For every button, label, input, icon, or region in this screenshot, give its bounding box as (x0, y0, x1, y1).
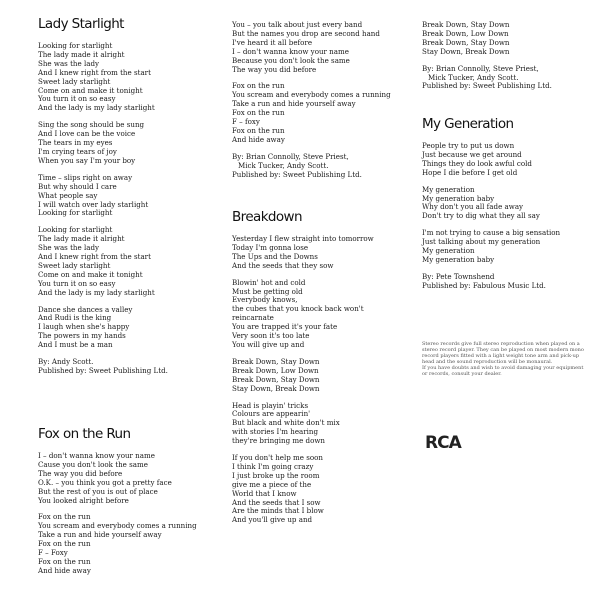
credits (422, 273, 592, 291)
lyric-line: Today I'm gonna lose (232, 242, 309, 252)
lyric-line: I – don't wanna know your name (232, 46, 349, 56)
credit-line: Mick Tucker, Andy Scott. (238, 160, 329, 170)
lyric-line: And the lady is my lady starlight (38, 287, 155, 297)
lyric-line: And I love can be the voice (38, 129, 136, 139)
lyric-line: You turn it on so easy (38, 278, 116, 288)
stanza (232, 402, 407, 447)
lyric-line: they're bringing me down (232, 436, 325, 446)
credits (422, 65, 592, 92)
lyric-line: And the lady is my lady starlight (38, 103, 155, 113)
lyric-line: The lady made it alright (38, 234, 125, 244)
credits (38, 358, 208, 376)
stanza (232, 235, 407, 271)
stanza (232, 21, 407, 74)
lyric-line: And I knew right from the start (38, 67, 151, 77)
lyric-line: Head is playin' tricks (232, 400, 309, 410)
lyric-line: Break Down, Stay Down (422, 37, 510, 47)
lyric-line: You are trapped it's your fate (232, 322, 338, 332)
stanza (38, 42, 208, 113)
stereo-note-line: If you have doubts and wish to avoid damaging your equipment (422, 365, 584, 371)
lyric-line: I laugh when she's happy (38, 322, 130, 332)
lyric-line: reincarnate (232, 313, 274, 323)
stereo-note-line: or records, consult your dealer. (422, 371, 502, 377)
lyric-line: Don't try to dig what they all say (422, 211, 540, 221)
lyric-line: Stay Down, Break Down (422, 46, 510, 56)
lyric-line: F – Foxy (38, 548, 68, 558)
lyric-line: I just broke up the room (232, 470, 320, 480)
lyric-line: You scream and everybody comes a running (232, 90, 391, 100)
stanza (38, 121, 208, 166)
lyric-line: World that I know (232, 488, 297, 498)
stanza (38, 226, 208, 297)
stanza (422, 142, 592, 178)
lyric-line: give me a piece of the (232, 479, 312, 489)
lyric-line: Fox on the run (38, 539, 91, 549)
lyric-line: Yesterday I flew straight into tomorrow (232, 234, 374, 243)
lyric-line: But the rest of you is out of place (38, 486, 158, 496)
lyric-line: The way you did before (38, 468, 123, 478)
lyric-line: And hide away (232, 134, 285, 144)
lyric-line: Break Down, Stay Down (232, 374, 320, 384)
lyric-line: Break Down, Low Down (232, 365, 319, 375)
lyric-line: Looking for starlight (38, 208, 113, 218)
stanza (232, 279, 407, 350)
lyric-line: Things they do look awful cold (422, 158, 532, 168)
stereo-note-line: head and the sound reproduction will be monaural. (422, 359, 553, 365)
stanza (232, 82, 407, 144)
lyric-line: The Ups and the Downs (232, 251, 318, 261)
lyric-line: Stay Down, Break Down (232, 383, 320, 393)
lyric-line: And I knew right from the start (38, 252, 151, 262)
song-title: Breakdown (232, 209, 302, 225)
lyric-line: The way you did before (232, 64, 317, 74)
lyric-line: Sing the song should be sung (38, 120, 145, 130)
lyric-line: The tears in my eyes (38, 138, 113, 148)
lyric-line: But why should I care (38, 181, 117, 191)
lyric-line: Come on and make it tonight (38, 269, 143, 279)
credit-line: By: Brian Connolly, Steve Priest, (422, 63, 539, 73)
lyric-line: Colours are appearin' (232, 409, 311, 419)
lyric-line: Fox on the run (232, 108, 285, 118)
lyric-line: And I must be a man (38, 340, 113, 350)
lyric-line: the cubes that you knock back won't (232, 304, 364, 314)
credit-line: By: Brian Connolly, Steve Priest, (232, 151, 349, 161)
song-fox-on-the-run (38, 426, 208, 576)
lyric-line: Fox on the run (38, 556, 91, 566)
lyric-line: I'm crying tears of joy (38, 146, 117, 156)
lyric-line: Must be getting old (232, 286, 303, 296)
credit-line: Published by: Sweet Publishing Ltd. (232, 169, 362, 179)
lyric-line: Are the minds that I blow (232, 506, 324, 516)
lyric-line: Why don't you all fade away (422, 202, 524, 212)
song-my-generation (422, 116, 592, 291)
stanza (38, 174, 208, 219)
lyric-line: Because you don't look the same (232, 55, 350, 65)
credit-line: Published by: Sweet Publishing Ltd. (38, 366, 168, 375)
song-title: Lady Starlight (38, 16, 124, 32)
stereo-note-line: record players fitted with a light weight tone arm and pick-up (422, 353, 580, 359)
lyric-line: The lady made it alright (38, 49, 125, 59)
stanza (422, 21, 592, 57)
lyric-line: Time – slips right on away (38, 172, 133, 182)
lyric-line: Sweet lady starlight (38, 76, 111, 86)
lyric-line: Just talking about my generation (422, 237, 541, 247)
stereo-note-line: Stereo records give full stereo reproduction when played on a (422, 341, 580, 347)
lyric-line: And Rudi is the king (38, 313, 112, 323)
lyric-line: I – don't wanna know your name (38, 451, 155, 460)
lyric-line: Looking for starlight (38, 41, 113, 50)
lyric-line: Just because we get around (422, 149, 522, 159)
stereo-note-line: stereo record player. They can be played on most modern mono (422, 347, 584, 353)
lyric-line: My generation baby (422, 254, 495, 264)
lyric-line: When you say I'm your boy (38, 155, 136, 165)
lyric-line: I'm not trying to cause a big sensation (422, 228, 561, 238)
song-breakdown (232, 209, 407, 525)
lyric-line: Very soon it's too late (232, 331, 310, 341)
lyric-line: She was the lady (38, 58, 99, 68)
stanza (422, 186, 592, 222)
stanza (232, 358, 407, 394)
lyric-line: Fox on the run (232, 81, 285, 91)
rca-logo: RCA (425, 433, 461, 453)
lyric-line: Break Down, Stay Down (422, 20, 510, 29)
lyric-line: But black and white don't mix (232, 418, 340, 428)
lyric-line: My generation baby (422, 193, 495, 203)
credit-line: Mick Tucker, Andy Scott. (428, 72, 519, 82)
lyric-line: And the seeds that I sow (232, 497, 321, 507)
lyric-line: She was the lady (38, 243, 99, 253)
lyric-line: My generation (422, 184, 475, 194)
stanza (38, 513, 208, 575)
lyric-line: And the seeds that they sow (232, 260, 334, 270)
lyric-line: You looked alright before (38, 495, 129, 505)
stanza (232, 454, 407, 525)
lyric-line: F – foxy (232, 117, 260, 127)
lyric-line: You turn it on so easy (38, 94, 116, 104)
lyric-line: What people say (38, 190, 98, 200)
lyric-line: And hide away (38, 565, 91, 575)
lyric-line: You scream and everybody comes a running (38, 521, 197, 531)
lyric-line: O.K. – you think you got a pretty face (38, 477, 172, 487)
credit-line: By: Pete Townshend (422, 271, 495, 281)
song-title: My Generation (422, 116, 514, 132)
lyric-line: And you'll give up and (232, 515, 313, 525)
lyric-line: My generation (422, 246, 475, 256)
song-breakdown-continued (422, 21, 592, 91)
song-title: Fox on the Run (38, 426, 131, 442)
song-lady-starlight (38, 16, 208, 376)
lyric-line: Blowin' hot and cold (232, 277, 306, 287)
lyric-line: People try to put us down (422, 141, 515, 150)
credit-line: Published by: Sweet Publishing Ltd. (422, 81, 552, 91)
credits (232, 153, 407, 180)
lyric-line: Looking for starlight (38, 225, 113, 235)
credit-line: By: Andy Scott. (38, 357, 94, 367)
stereo-note (422, 341, 592, 377)
lyric-line: Take a run and hide yourself away (232, 99, 356, 109)
lyric-line: Hope I die before I get old (422, 167, 518, 177)
stanza (38, 452, 208, 505)
lyric-line: Dance she dances a valley (38, 304, 133, 314)
lyric-line: Cause you don't look the same (38, 459, 148, 469)
lyric-line: Sweet lady starlight (38, 260, 111, 270)
lyric-line: You – you talk about just every band (232, 20, 363, 29)
lyric-line: Break Down, Stay Down (232, 356, 320, 366)
lyric-line: The powers in my hands (38, 331, 126, 341)
lyric-line: I think I'm going crazy (232, 461, 314, 471)
lyric-line: You will give up and (232, 339, 305, 349)
lyric-line: Fox on the run (38, 512, 91, 522)
credit-line: Published by: Fabulous Music Ltd. (422, 280, 546, 290)
stanza (38, 306, 208, 351)
song-fox-on-the-run-continued (232, 21, 407, 180)
lyric-line: Everybody knows, (232, 295, 298, 305)
lyric-line: Take a run and hide yourself away (38, 530, 162, 540)
stanza (422, 229, 592, 265)
lyric-line: Come on and make it tonight (38, 85, 143, 95)
lyric-line: Fox on the run (232, 125, 285, 135)
lyric-line: But the names you drop are second hand (232, 28, 380, 38)
lyric-line: I will watch over lady starlight (38, 199, 149, 209)
lyric-line: Break Down, Low Down (422, 28, 509, 38)
lyric-line: with stories I'm hearing (232, 427, 319, 437)
lyric-line: If you don't help me soon (232, 453, 323, 463)
lyric-line: I've heard it all before (232, 37, 313, 47)
